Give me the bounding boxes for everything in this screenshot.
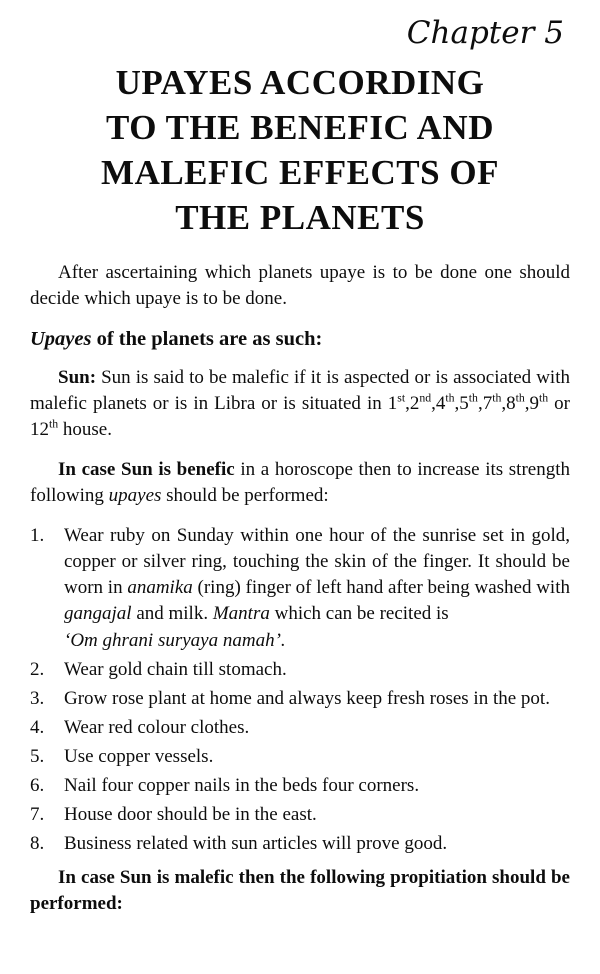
section-heading: Upayes of the planets are as such: xyxy=(30,328,323,350)
item-text: House door should be in the east. xyxy=(64,804,317,825)
chapter-label: Chapter 5 xyxy=(406,15,564,51)
item-text: Use copper vessels. xyxy=(64,746,214,767)
item-text xyxy=(64,523,570,654)
item-number: 2. xyxy=(30,659,45,680)
list-item xyxy=(30,715,570,741)
sun-paragraph: Sun: Sun is said to be malefic if it is aspected or is associated with malefic planets or is in Libra or is situated in 1st,2nd,4th,5th,7th,8th,9th or 12th house. xyxy=(30,367,570,440)
item-number: 1. xyxy=(30,525,45,546)
item-text: Wear gold chain till stomach. xyxy=(64,659,287,680)
item-text: Business related with sun articles will prove good. xyxy=(64,833,448,854)
list-item xyxy=(30,657,570,683)
mantra-line: ‘Om ghrani suryaya namah’. xyxy=(64,630,286,651)
item-text: Grow rose plant at home and always keep fresh roses in the pot. xyxy=(64,688,550,709)
malefic-paragraph: In case Sun is malefic then the following propitiation should be performed: xyxy=(30,867,570,914)
list-item xyxy=(30,831,570,857)
title-line-4: THE PLANETS xyxy=(175,198,425,237)
item-number: 4. xyxy=(30,717,45,738)
list-item xyxy=(30,802,570,828)
item-number: 3. xyxy=(30,688,45,709)
item-text: Nail four copper nails in the beds four corners. xyxy=(64,775,420,796)
list-item xyxy=(30,523,570,654)
item-text: Wear red colour clothes. xyxy=(64,717,250,738)
item-number: 8. xyxy=(30,833,45,854)
item-number: 7. xyxy=(30,804,45,825)
upaye-list xyxy=(30,523,570,857)
intro-paragraph: After ascertaining which planets upaye is to be done one should decide which upaye is to be done. xyxy=(30,262,570,309)
item-number: 6. xyxy=(30,775,45,796)
page-title xyxy=(30,60,570,240)
item-number: 5. xyxy=(30,746,45,767)
item-text-segments: Wear ruby on Sunday within one hour of the sunrise set in gold, copper or silver ring, touching the skin of the finger. It should be worn in anamika (ring) finger of left hand after being washed with gangajal and milk. Mantra which can be recited is xyxy=(64,525,570,624)
title-line-3: MALEFIC EFFECTS OF xyxy=(101,153,499,192)
benefic-paragraph: In case Sun is benefic in a horoscope then to increase its strength following upayes should be performed: xyxy=(30,459,571,506)
list-item xyxy=(30,686,570,712)
list-item xyxy=(30,773,570,799)
title-line-2: TO THE BENEFIC AND xyxy=(106,108,494,147)
title-line-1: UPAYES ACCORDING xyxy=(115,63,485,102)
list-item xyxy=(30,744,570,770)
